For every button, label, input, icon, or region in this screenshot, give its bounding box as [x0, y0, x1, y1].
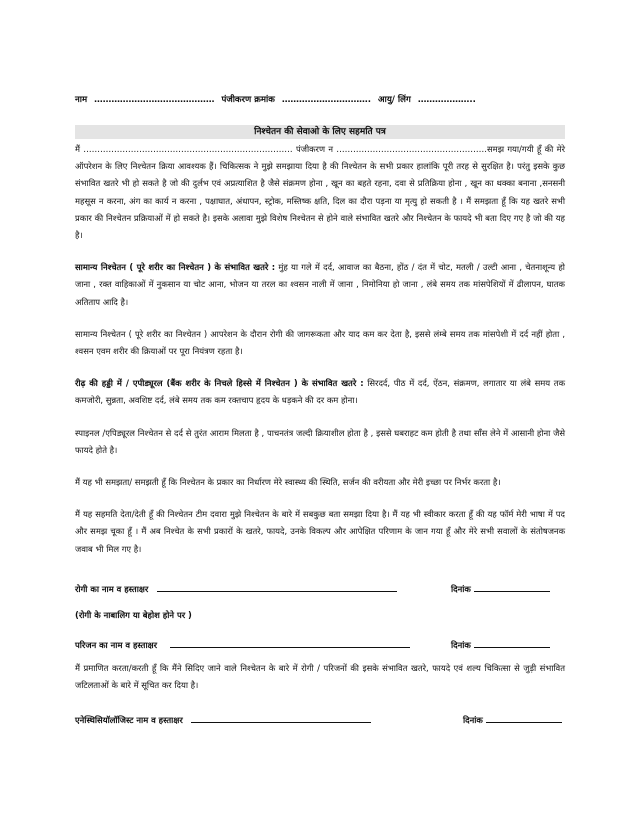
general-anaesthesia-risks — [75, 259, 565, 311]
certification-statement: मैं प्रमाणित करता/करती हूँ कि मैंने सिदिए जाने वाले निश्चेतन के बारे में रोगी / परिजनों की इसके संभावित खतरे, फायदे एवं शल्य चिकित्सा से जुड़ी संभावित जटिलताओं के बारे में सूचित कर दिया है। — [75, 663, 565, 691]
consent-statement: मैं यह सहमति देता/देती हूँ की निश्चेतन टीम दवारा मुझे निश्चेतन के बारे में सबकुछ बता समझा दिया है। मैं यह भी स्वीकार करता हूँ की यह फॉर्म मेरी भाषा में पद और समझ चूका हूँ । मैं अब निश्चेत के सभी प्रकारों के खतरे, फायदे, उनके विकल्प और आपेक्षित परिणाम के जान गया हूँ और मेरे सभी सवालों के संतोषजनक जवाब भी मिल गए है। — [75, 509, 565, 554]
relative-sign-line[interactable] — [170, 638, 410, 648]
relative-date-line[interactable] — [474, 638, 550, 648]
form-body — [75, 141, 565, 573]
spinal-benefits: स्पाइनल /एपिड्यूरल निश्चेतन से दर्द से तुरंत आराम मिलता है , पाचनतंत्र जल्दी क्रियाशील होता है , इससे घबराहट कम होती है तथा साँस लेने में आसानी होना जैसे फायदे होते है। — [75, 427, 565, 455]
general-anaesthesia-benefits: सामान्य निश्चेतन ( पूरे शरीर का निश्चेतन ) आपरेशन के दौरान रोगी की जागरूकता और याद कम कर देता है, इससे लंम्बे समय तक मांसपेशी में दर्द नहीं होता , श्वसन एवम शरीर की क्रियाओं पर पूरा नियंत्रण रहता है। — [75, 328, 565, 357]
reg-label: पंजीकरण क्रमांक — [221, 95, 275, 105]
minor-note: (रोगी के नाबालिग या बेहोश होने पर ) — [75, 610, 192, 620]
relative-signature-row — [75, 638, 565, 651]
patient-date-line[interactable] — [474, 582, 550, 592]
relative-sign-label: परिजन का नाम व हस्ताक्षर — [75, 640, 158, 650]
name-label: नाम — [75, 95, 88, 105]
patient-sign-label: रोगी का नाम व हस्ताक्षर — [75, 584, 149, 594]
name-dots: …………………………………… — [94, 95, 215, 105]
anaesthetist-date-line[interactable] — [486, 713, 562, 723]
spinal-risks — [75, 375, 565, 409]
anaesthetist-sign-label: एनेस्थिसियॉलॉजिस्ट नाम व हस्ताक्षर — [75, 715, 183, 725]
anaesthetist-sign-line[interactable] — [191, 713, 371, 723]
patient-info-header — [75, 93, 565, 105]
reg-dots: …………………………. — [281, 95, 372, 105]
patient-date-label: दिनांक — [451, 584, 471, 594]
decision-statement: मैं यह भी समझता/ समझती हूँ कि निश्चेतन के प्रकार का निर्धारण मेरे स्वास्थ्य की स्थिति, सर्जन की वरीयता और मेरी इच्छा पर निर्भर करता है। — [75, 477, 501, 488]
patient-signature-row — [75, 582, 565, 595]
general-risks-heading: सामान्य निश्चेतन ( पूरे शरीर का निश्चेतन ) के संभावित खतरे : — [75, 262, 276, 273]
form-title: निश्चेतन की सेवाओ के लिए सहमति पत्र — [75, 125, 565, 139]
anaesthetist-date — [463, 713, 562, 726]
age-label: आयु/ लिंग — [378, 95, 411, 105]
general-risks-text: मुंह या गले में दर्द, आवाज का बैठना, होंठ / दंत में चोट, मतली / उल्टी आना , चेतनाशून्य हो जाना , रक्त वाहिकाओं में नुकसान या चोट आना, भोजन या तरल का श्वसन नाली में जाना , निमोनिया हो जाना , लंबे समय तक मांसपेशियों में ढीलापन, घातक अतिताप आदि है। — [75, 262, 565, 307]
spinal-risks-text: सिरदर्द, पीठ में दर्द, ऐंठन, संक्रमण, लगातार या लंबे समय तक कमजोरी, सुन्नता, अवशिष्ट दर्द, लंबे समय तक कम रक्तचाप हृदय के धड़कने की दर कम होना। — [75, 378, 566, 406]
patient-sign-line[interactable] — [157, 582, 397, 592]
anaesthetist-date-label: दिनांक — [463, 715, 483, 725]
relative-date-label: दिनांक — [451, 640, 471, 650]
relative-date — [451, 638, 550, 651]
intro-paragraph: मैं ………………………………………………………………… पंजीकरण न ………………………………………………समझ गया/गयी हूँ की मेरे ऑपरेशन के लिए निश्चेतन क्रिया आवश्यक हैं। चिकित्सक ने मुझे समझाया दिया है की निश्चेतन के सभी प्रकार हालांकि पूरी तरह से सुरक्षित है। परंतु इसके कुछ संभावित खतरे भी हो सकते है जो की दुर्लभ एवं अप्रत्याशित है जैसे संक्रमण होना , खून का बहते रहना, दवा से प्रतिक्रिया होना , खून का थक्का बनाना ,सनसनी महसूस न करना, अंग का कार्य न करना , पक्षाघात, अंधापन, स्ट्रोक, मस्तिष्क क्षति, दिल का दौरा पड़ना या मृत्यु हो सकती है । मैं समझता हूँ कि यह खतरे सभी प्रकार की निश्चेतन प्रक्रियाओं में हो सकते है। इसके अलावा मुझे विशेष निश्चेतन से होने वाले संभावित खतरे और निश्चेतन के फायदे भी बता दिए गए है जो की यह है। — [75, 144, 565, 241]
age-dots: ……………….. — [417, 95, 476, 105]
spinal-risks-heading: रीढ़ की हड्डी में / एपीड्यूरल (बैंक शरीर के निचले हिस्से में निश्चेतन ) के संभावित खतरे : — [75, 378, 364, 389]
certification-block — [75, 660, 565, 709]
patient-date — [451, 582, 550, 595]
anaesthetist-signature-row — [75, 713, 565, 726]
